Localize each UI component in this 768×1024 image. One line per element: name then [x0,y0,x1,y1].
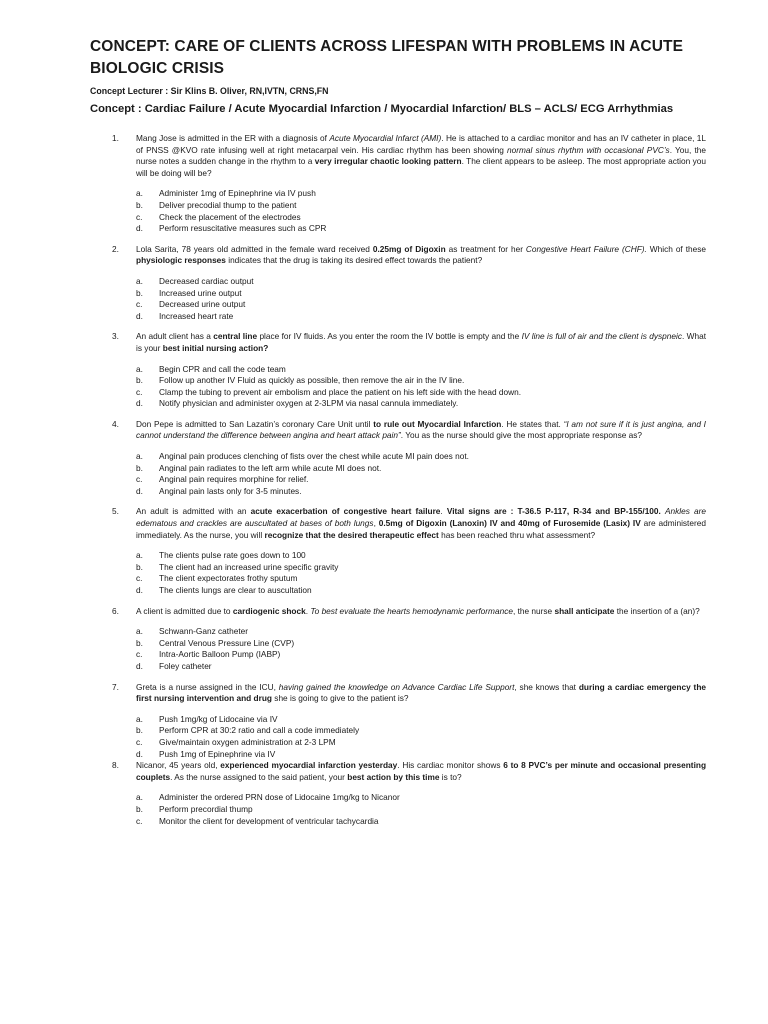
option-item [136,463,706,475]
stem-text: cardiogenic shock [232,605,306,616]
question-body [136,244,706,323]
question-number: 2. [112,243,119,254]
option-text: Intra-Aortic Balloon Pump (IABP) [159,649,281,660]
option-item [136,223,706,235]
option-item [136,288,706,300]
option-text: The clients pulse rate goes down to 100 [159,550,306,561]
option-item [136,626,706,638]
question-list [90,133,706,827]
stem-text: . You, the nurse notes a sudden change in the rhythm to a [136,144,706,167]
option-text: Clamp the tubing to prevent air embolism and place the patient on his left side with the head down. [159,386,522,397]
stem-text: Mang Jose is admitted in the ER with a diagnosis of [136,133,330,143]
question-number: 7. [112,681,119,692]
question-stem [136,506,706,541]
stem-text: physiologic responses [136,255,226,266]
option-letter: a. [136,626,143,637]
stem-text: . His cardiac monitor shows [397,760,504,771]
option-text: Increased heart rate [159,310,234,321]
stem-text: , the nurse [512,605,555,616]
option-text: Anginal pain produces clenching of fists over the chest while acute MI pain does not. [159,451,469,462]
option-letter: d. [136,748,143,759]
option-letter: c. [136,474,143,485]
option-item [136,398,706,410]
stem-text: having gained the knowledge on Advance Cardiac Life Support [278,681,515,692]
stem-text: A client is admitted due to [136,605,233,616]
option-letter: d. [136,660,143,671]
question-item [90,419,706,498]
option-item [136,725,706,737]
option-list [136,714,706,760]
option-letter: b. [136,725,143,736]
stem-text: 0.5mg of Digoxin (Lanoxin) IV and 40mg of Furosemide (Lasix) IV [378,518,641,529]
option-item [136,737,706,749]
stem-text: Don Pepe is admitted to San Lazatin’s coronary Care Unit until [136,418,374,429]
option-letter: b. [136,287,143,298]
option-text: Notify physician and administer oxygen at 2-3LPM via nasal cannula immediately. [159,398,459,409]
option-list [136,626,706,672]
question-body [136,682,706,761]
stem-text: Which of these [646,243,706,254]
option-letter: c. [136,815,143,826]
stem-text: acute exacerbation of congestive heart failure [250,506,441,517]
question-item [90,244,706,323]
question-body [136,506,706,596]
option-letter: d. [136,223,143,234]
stem-text: best action by this time [347,771,440,782]
option-item [136,474,706,486]
option-item [136,714,706,726]
option-item [136,573,706,585]
option-letter: a. [136,275,143,286]
question-number: 5. [112,506,119,517]
option-letter: a. [136,188,143,199]
option-text: Administer 1mg of Epinephrine via IV push [159,188,316,199]
stem-text: . What is your [136,331,706,353]
option-letter: d. [136,398,143,409]
option-item [136,661,706,673]
option-item [136,816,706,828]
stem-text: IV line is full of air and the client is dyspneic [521,331,682,342]
option-letter: a. [136,451,143,462]
option-text: The clients lungs are clear to auscultation [159,585,312,595]
stem-text: Acute Myocardial Infarct (AMI) [329,133,442,143]
option-item [136,375,706,387]
option-item [136,562,706,574]
question-item [90,133,706,235]
stem-text: An adult is admitted with an [136,506,251,517]
option-text: Anginal pain lasts only for 3-5 minutes. [159,485,302,496]
question-item [90,682,706,761]
stem-text: An adult client has a [136,331,214,342]
option-item [136,387,706,399]
question-stem [136,133,706,179]
option-item [136,311,706,323]
option-letter: c. [136,649,143,660]
option-text: Begin CPR and call the code team [159,363,286,374]
question-stem [136,606,706,618]
question-item [90,606,706,673]
option-letter: b. [136,803,143,814]
question-number: 3. [112,331,119,342]
option-letter: c. [136,386,143,397]
option-item [136,299,706,311]
option-text: Check the placement of the electrodes [159,211,301,222]
stem-text: , [373,518,379,529]
option-list [136,451,706,497]
option-letter: c. [136,211,143,222]
option-text: Give/maintain oxygen administration at 2-3 LPM [159,736,336,747]
option-item [136,276,706,288]
option-letter: d. [136,485,143,496]
question-number: 4. [112,418,119,429]
option-list [136,792,706,827]
option-item [136,649,706,661]
stem-text: as treatment for her [445,243,526,254]
stem-text: . [305,605,311,616]
option-text: Deliver precodial thump to the patient [159,199,297,210]
option-letter: a. [136,792,143,803]
stem-text: . [440,506,447,517]
option-text: Administer the ordered PRN dose of Lidocaine 1mg/kg to Nicanor [159,792,400,803]
lecturer-line: Concept Lecturer : Sir Klins B. Oliver, RN,IVTN, CRNS,FN [90,86,329,96]
option-text: Perform resuscitative measures such as CPR [159,223,327,234]
question-body [136,331,706,410]
option-letter: b. [136,637,143,648]
option-text: Perform CPR at 30:2 ratio and call a code immediately [159,725,360,736]
stem-text: are administered immediately. As the nurse, you will [136,518,706,540]
question-stem [136,331,706,354]
stem-text: central line [213,331,258,342]
stem-text: 0.25mg of Digoxin [372,243,446,254]
question-number: 8. [112,760,119,771]
stem-text: “I am not sure if it is just angina, and I cannot understand the difference between angina and heart attack pain” [136,418,706,441]
stem-text: indicates that the drug is taking its desired effect towards the patient? [225,255,483,266]
stem-text: Ankles are edematous and crackles are auscultated at bases of both lungs [136,506,706,529]
option-letter: c. [136,573,143,584]
stem-text: Greta is a nurse assigned in the ICU, [136,681,279,692]
option-text: Decreased urine output [159,299,246,310]
option-item [136,792,706,804]
question-body [136,419,706,498]
question-body [136,133,706,235]
stem-text: she is going to give to the patient is? [271,693,409,704]
question-stem [136,419,706,442]
option-item [136,486,706,498]
stem-text: recognize that the desired therapeutic effect [264,529,439,540]
option-item [136,364,706,376]
option-list [136,276,706,322]
option-text: Perform precordial thump [159,803,253,814]
option-letter: b. [136,375,143,386]
stem-text: Lola Sarita, 78 years old admitted in the female ward received [136,243,373,254]
stem-text: normal sinus rhythm with occasional PVC’s [507,144,670,155]
option-letter: d. [136,585,143,595]
option-item [136,550,706,562]
stem-text: experienced myocardial infarction yesterday [220,760,398,771]
stem-text: , she knows that [514,681,579,692]
option-letter: d. [136,310,143,321]
option-text: Anginal pain radiates to the left arm while acute MI does not. [159,462,382,473]
stem-text: Nicanor, 45 years old, [136,760,221,771]
option-item [136,200,706,212]
question-item [90,506,706,596]
option-text: The client expectorates frothy sputum [159,573,298,584]
option-text: Increased urine output [159,287,242,298]
stem-text: shall anticipate [554,605,615,616]
option-item [136,804,706,816]
option-item [136,638,706,650]
stem-text: has been reached thru what assessment? [438,529,596,540]
option-text: Push 1mg/kg of Lidocaine via IV [159,713,278,724]
option-item [136,451,706,463]
option-letter: c. [136,736,143,747]
question-body [136,760,706,827]
stem-text: is to? [439,771,462,782]
stem-text: the insertion of a (an)? [614,605,700,616]
page-title: CONCEPT: CARE OF CLIENTS ACROSS LIFESPAN WITH PROBLEMS IN ACUTE BIOLOGIC CRISIS [90,38,684,77]
stem-text: very irregular chaotic looking pattern [314,156,462,167]
stem-text: Vital signs are : T-36.5 P-117, R-34 and BP-155/100. [446,506,661,517]
option-letter: b. [136,199,143,210]
option-text: Schwann-Ganz catheter [159,626,249,637]
option-text: The client had an increased urine specific gravity [159,561,339,572]
option-item [136,749,706,761]
option-list [136,188,706,234]
option-text: Foley catheter [159,660,212,671]
option-letter: c. [136,299,143,310]
option-text: Central Venous Pressure Line (CVP) [159,637,295,648]
stem-text: . He states that. [501,418,564,429]
option-list [136,550,706,596]
option-text: Anginal pain requires morphine for relief. [159,474,309,485]
option-item [136,585,706,597]
option-text: Decreased cardiac output [159,275,254,286]
stem-text: . You as the nurse should give the most appropriate response as? [400,430,643,441]
stem-text: place for IV fluids. As you enter the room the IV bottle is empty and the [257,331,522,342]
question-number: 6. [112,605,119,616]
question-stem [136,760,706,783]
stem-text: . The client appears to be asleep. The most appropriate action you will be doing will be? [136,156,706,178]
stem-text: To best evaluate the hearts hemodynamic performance [310,605,513,616]
stem-text: 6 to 8 PVC’s per minute and occasional presenting couplets [136,760,707,782]
option-text: Push 1mg of Epinephrine via IV [159,748,276,759]
option-item [136,212,706,224]
option-text: Follow up another IV Fluid as quickly as possible, then remove the air in the IV line. [159,375,465,386]
option-letter: a. [136,363,143,374]
concept-line: Concept : Cardiac Failure / Acute Myocardial Infarction / Myocardial Infarction/ BLS – ACLS/ ECG Arrhythmias [90,103,674,115]
question-item [90,760,706,827]
stem-text: best initial nursing action? [162,342,269,353]
option-letter: b. [136,561,143,572]
stem-text: . As the nurse assigned to the said patient, your [170,771,348,782]
question-item [90,331,706,410]
option-list [136,364,706,410]
question-stem [136,244,706,267]
option-letter: a. [136,550,143,561]
option-letter: a. [136,713,143,724]
stem-text: Congestive Heart Failure (CHF). [525,243,647,254]
option-item [136,188,706,200]
option-text: Monitor the client for development of ventricular tachycardia [159,815,379,826]
question-number: 1. [112,133,119,143]
stem-text: to rule out Myocardial Infarction [373,418,502,429]
question-body [136,606,706,673]
stem-text: . He is attached to a cardiac monitor and has an IV catheter in place, 1L of PNSS @KVO rate infusing well at right metacarpal vein. His cardiac rhythm has been showing [136,133,706,155]
question-stem [136,682,706,705]
option-letter: b. [136,462,143,473]
stem-text: during a cardiac emergency the first nursing intervention and drug [136,681,706,704]
